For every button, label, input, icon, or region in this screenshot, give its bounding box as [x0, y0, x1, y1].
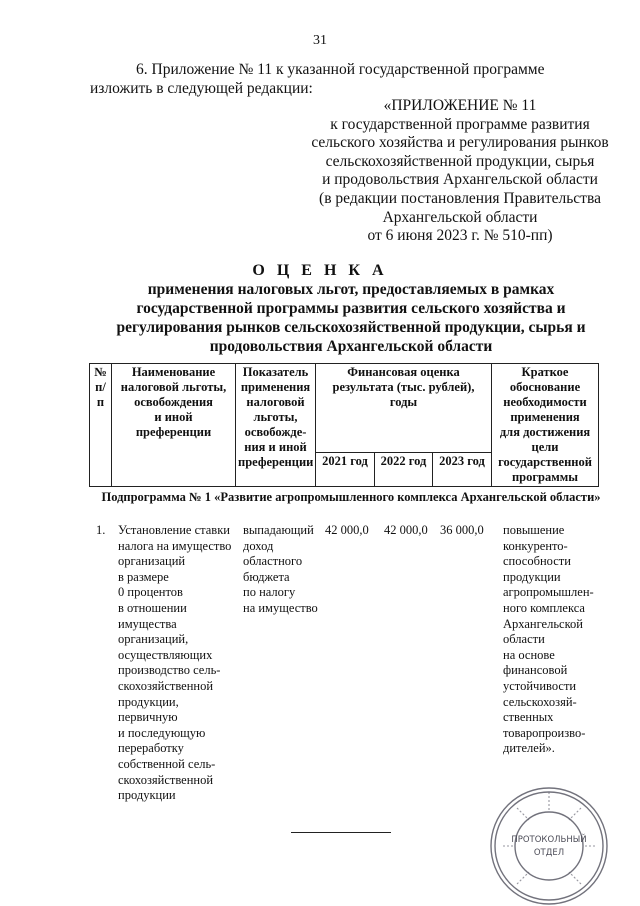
subprogram-heading: Подпрограмма № 1 «Развитие агропромышленного комплекса Архангельской области»	[101, 490, 601, 504]
header-year-2021: 2021 год	[316, 453, 375, 487]
cell-line: организаций,	[118, 632, 189, 647]
cell-line: областного	[243, 554, 303, 569]
appendix-line: «ПРИЛОЖЕНИЕ № 11	[383, 97, 537, 114]
cell-line: скохозяйственной	[118, 772, 214, 787]
appendix-line: от 6 июня 2023 г. № 510-пп)	[367, 227, 553, 245]
cell-line: налога на имущество	[118, 538, 232, 553]
cell-line: продукции,	[118, 694, 179, 709]
appendix-line: сельского хозяйства и регулирования рынков	[311, 134, 609, 152]
header-year-2023: 2023 год	[433, 453, 492, 487]
cell-line: собственной сель-	[118, 756, 216, 771]
cell-line: и последующую	[118, 725, 206, 740]
subtitle-line: применения налоговых льгот, предоставляемых в рамках	[147, 281, 555, 298]
cell-line: скохозяйственной	[118, 678, 214, 693]
cell-line: переработку	[118, 741, 184, 756]
row-number: 1.	[96, 523, 106, 537]
cell-line: агропромышлен-	[503, 585, 594, 600]
row-value-2023: 36 000,0	[440, 523, 484, 537]
cell-line: Установление ставки	[118, 523, 230, 537]
cell-line: бюджета	[243, 569, 290, 584]
appendix-line: и продовольствия Архангельской области	[322, 171, 598, 189]
cell-line: конкуренто-	[503, 538, 568, 553]
signature-line	[291, 832, 391, 833]
appendix-header	[295, 97, 625, 246]
cell-line: дителей».	[503, 741, 555, 756]
subtitle-line: продовольствия Архангельской области	[209, 338, 493, 355]
cell-line: на имущество	[243, 600, 318, 615]
cell-line: производство сель-	[118, 663, 221, 678]
row-value-2021: 42 000,0	[325, 523, 369, 537]
cell-line: доход	[243, 538, 274, 553]
appendix-line: сельскохозяйственной продукции, сырья	[325, 152, 595, 170]
official-stamp	[479, 776, 619, 906]
document-title: О Ц Е Н К А	[252, 262, 388, 279]
header-financial: Финансовая оценка результата (тыс. рублей), годы	[316, 364, 492, 453]
appendix-line: (в редакции постановления Правительства	[319, 189, 601, 207]
cell-line: в отношении	[118, 600, 187, 615]
stamp-line: ОТДЕЛ	[533, 848, 565, 858]
subtitle-line: государственной программы развития сельского хозяйства и	[136, 300, 566, 317]
cell-line: способности	[503, 554, 571, 569]
cell-line: области	[503, 632, 545, 647]
stamp-line: ПРОТОКОЛЬНЫЙ	[511, 835, 587, 845]
cell-line: в размере	[118, 569, 169, 584]
cell-line: продукции	[503, 569, 561, 584]
cell-line: ственных	[503, 710, 554, 725]
row-value-2022: 42 000,0	[384, 523, 428, 537]
cell-line: ного комплекса	[503, 600, 585, 615]
header-indicator: Показатель применения налоговой льготы, освобожде- ния и иной преференции	[236, 364, 316, 487]
appendix-line: к государственной программе развития	[330, 115, 590, 133]
intro-paragraph: 6. Приложение № 11 к указанной государственной программе изложить в следующей редакции:	[90, 61, 545, 97]
cell-line: финансовой	[503, 663, 568, 678]
cell-line: первичную	[118, 710, 178, 725]
cell-line: Архангельской	[503, 616, 583, 631]
table-header	[89, 363, 599, 487]
cell-line: товаропроизво-	[503, 725, 586, 740]
page-number: 31	[313, 33, 327, 48]
cell-line: повышение	[503, 523, 565, 537]
cell-line: устойчивости	[503, 678, 577, 693]
row-benefit-name	[118, 523, 240, 804]
appendix-line: Архангельской области	[382, 208, 538, 226]
header-num: № п/п	[90, 364, 112, 487]
subtitle-line: регулирования рынков сельскохозяйственной продукции, сырья и	[116, 319, 586, 336]
cell-line: сельскохозяй-	[503, 694, 577, 709]
cell-line: имущества	[118, 616, 177, 631]
row-justification	[503, 523, 603, 757]
header-name: Наименование налоговой льготы, освобождения и иной преференции	[112, 364, 236, 487]
header-year-2022: 2022 год	[375, 453, 433, 487]
cell-line: 0 процентов	[118, 585, 183, 600]
cell-line: выпадающий	[243, 523, 314, 537]
cell-line: продукции	[118, 788, 176, 803]
header-justification: Краткое обоснование необходимости применения для достижения цели государственной программы	[492, 364, 599, 487]
document-subtitle	[60, 280, 640, 356]
cell-line: организаций	[118, 554, 186, 569]
row-indicator	[243, 523, 323, 617]
cell-line: по налогу	[243, 585, 296, 600]
cell-line: на основе	[503, 647, 555, 662]
cell-line: осуществляющих	[118, 647, 213, 662]
